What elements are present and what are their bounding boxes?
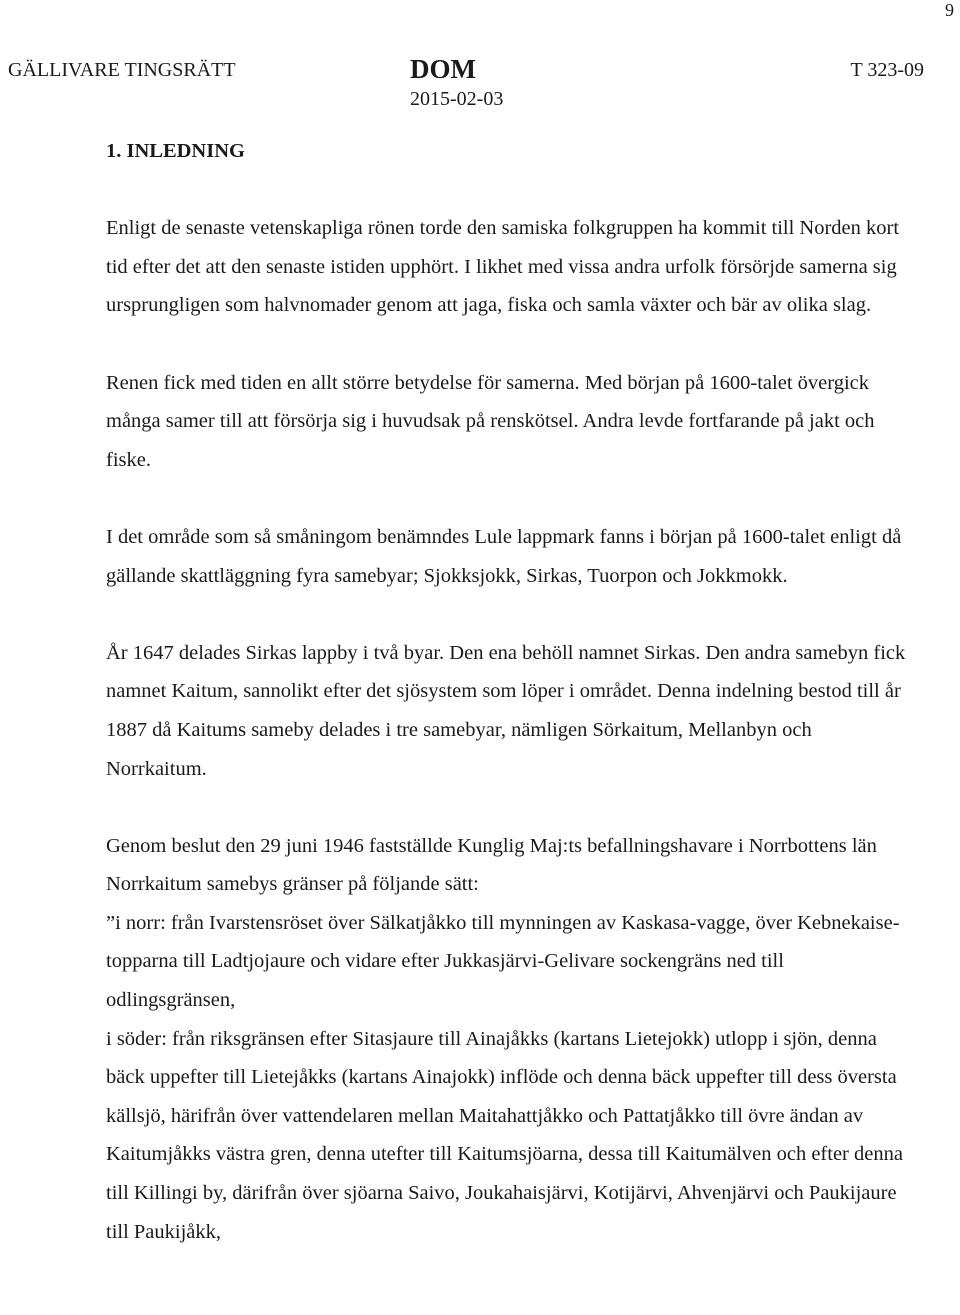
court-name: GÄLLIVARE TINGSRÄTT: [8, 59, 236, 81]
document-header-center: [410, 54, 503, 111]
paragraph-lule-lappmark: I det område som så småningom benämndes Lule lappmark fanns i början på 1600-talet enligt då gällande skattläggning fyra samebyar; Sjokksjokk, Sirkas, Tuorpon och Jokkmokk.: [106, 525, 902, 587]
paragraph-sirkas-division: År 1647 delades Sirkas lappby i två byar. Den ena behöll namnet Sirkas. Den andra samebyn fick namnet Kaitum, sannolikt efter det sjösystem som löper i området. Denna indelning bestod till år 1887 då Kaitums sameby delades i tre samebyar, nämligen Sörkaitum, Mellanbyn och Norrkaitum.: [106, 641, 906, 780]
page-number: 9: [945, 0, 954, 20]
quote-south-boundary: i söder: från riksgränsen efter Sitasjaure till Ainajåkks (kartans Lietejokk) utlopp i sjön, denna bäck uppefter till Lietejåkks (kartans Ainajokk) inflöde och denna bäck uppefter till dess översta källsjö, härifrån över vattendelaren mellan Maitahattjåkko och Pattatjåkko till övre ändan av Kaitumjåkks västra gren, denna utefter till Kaitumsjöarna, dessa till Kaitumälven och efter denna till Killingi by, därifrån över sjöarna Saivo, Joukahaisjärvi, Kotijärvi, Ahvenjärvi och Paukijaure till Paukijåkk,: [106, 1027, 903, 1243]
paragraph-reindeer: Renen fick med tiden en allt större betydelse för samerna. Med början på 1600-talet övergick många samer till att försörja sig i huvudsak på renskötsel. Andra levde fortfarande på jakt och fiske.: [106, 371, 875, 471]
document-type: DOM: [410, 54, 476, 84]
document-date: 2015-02-03: [410, 88, 504, 110]
document-body: [106, 132, 906, 1251]
quote-north-boundary: ”i norr: från Ivarstensröset över Sälkatjåkko till mynningen av Kaskasa-vagge, över Kebnekaise-topparna till Ladtjojaure och vidare efter Jukkasjärvi-Gelivare sockengräns ned till odlingsgränsen,: [106, 911, 900, 1012]
section-heading: 1. INLEDNING: [106, 140, 245, 162]
case-number: T 323-09: [850, 59, 924, 81]
paragraph-origins: Enligt de senaste vetenskapliga rönen torde den samiska folkgruppen ha kommit till Norden kort tid efter det att den senaste istiden upphört. I likhet med vissa andra urfolk försörjde samerna sig ursprungligen som halvnomader genom att jaga, fiska och samla växter och bär av olika slag.: [106, 217, 900, 317]
paragraph-1946-decision: Genom beslut den 29 juni 1946 fastställde Kunglig Maj:ts befallningshavare i Norrbottens län Norrkaitum samebys gränser på följande sätt:: [106, 834, 877, 896]
